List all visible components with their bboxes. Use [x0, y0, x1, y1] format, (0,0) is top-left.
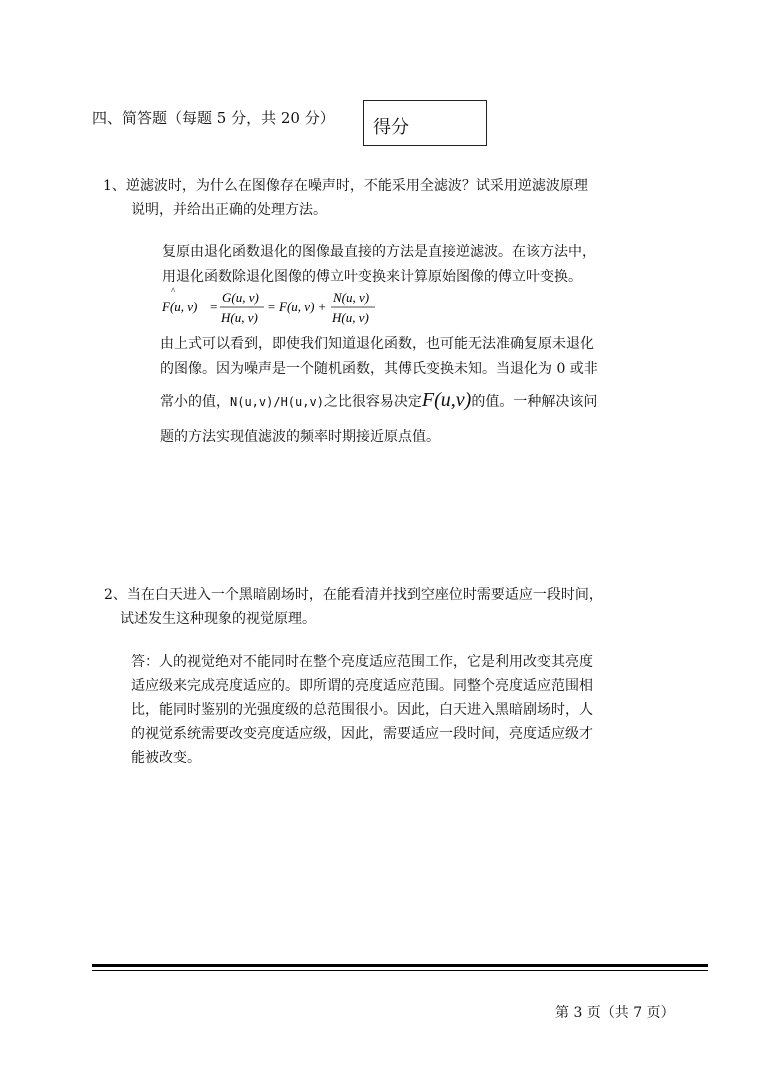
question-1-line-2: 说明，并给出正确的处理方法。 [131, 202, 327, 218]
footer-rule-thick [92, 964, 708, 967]
formula-frac2-num: N(u, v) [333, 290, 370, 305]
score-box [363, 100, 487, 146]
answer-1-explanation [160, 332, 640, 382]
question-1-line-1: 1、逆滤波时，为什么在图像存在噪声时，不能采用全滤波？试采用逆滤波原理 [103, 178, 588, 194]
answer-1-line-6: 题的方法实现值滤波的频率时期接近原点值。 [160, 429, 440, 445]
score-label: 得分 [373, 117, 409, 138]
answer-1-line-5a: 常小的值， [160, 394, 230, 410]
page-number: 第 3 页（共 7 页） [555, 1005, 675, 1021]
answer-1-intro [162, 240, 642, 290]
answer-1-line-3: 由上式可以看到，即使我们知道退化函数，也可能无法准确复原未退化 [160, 336, 594, 352]
inverse-filter-formula [162, 287, 402, 331]
formula-frac2-den: H(u, v) [332, 310, 369, 325]
formula-eq1: = [210, 299, 218, 314]
answer-1-line-5 [160, 388, 640, 415]
question-1 [103, 174, 643, 222]
answer-1-line-1: 复原由退化函数退化的图像最直接的方法是直接逆滤波。在该方法中， [162, 244, 596, 260]
formula-frac1-den: H(u, v) [221, 310, 258, 325]
noise-ratio: N(u,v)/H(u,v) [230, 395, 324, 409]
question-2-line-1: 2、当在白天进入一个黑暗剧场时，在能看清并找到空座位时需要适应一段时间， [104, 587, 603, 603]
formula-svg [162, 287, 402, 331]
formula-eq2: = F(u, v) + [267, 299, 327, 314]
answer-2-line-4: 的视觉系统需要改变亮度适应级，因此，需要适应一段时间，亮度适应级才 [131, 726, 593, 742]
answer-2-line-1: 答：人的视觉绝对不能同时在整个亮度适应范围工作，它是利用改变其亮度 [131, 654, 593, 670]
answer-1-line-5b: 之比很容易决定 [323, 394, 422, 410]
question-2 [104, 583, 644, 631]
formula-hat: ^ [171, 286, 176, 296]
section-title: 四、简答题（每题 5 分，共 20 分） [92, 109, 335, 127]
formula-lhs: F(u, v) [162, 299, 198, 314]
answer-2-line-5: 能被改变。 [131, 750, 201, 766]
answer-1-line-5c: 的值。一种解决该问 [471, 394, 598, 410]
answer-2-line-3: 比，能同时鉴别的光强度级的总范围很小。因此，白天进入黑暗剧场时，人 [131, 702, 593, 718]
answer-1-line-4: 的图像。因为噪声是一个随机函数，其傅氏变换未知。当退化为 0 或非 [160, 361, 598, 377]
answer-2 [131, 650, 631, 770]
estimate-f-uv: F(u,v) [421, 389, 472, 411]
answer-2-line-2: 适应级来完成亮度适应的。即所谓的亮度适应范围。同整个亮度适应范围相 [131, 678, 593, 694]
question-2-line-2: 试述发生这种现象的视觉原理。 [120, 611, 316, 627]
formula-frac1-num: G(u, v) [222, 290, 259, 305]
footer-rule-thin [92, 970, 708, 971]
answer-1-line-2: 用退化函数除退化图像的傅立叶变换来计算原始图像的傅立叶变换。 [162, 269, 582, 285]
